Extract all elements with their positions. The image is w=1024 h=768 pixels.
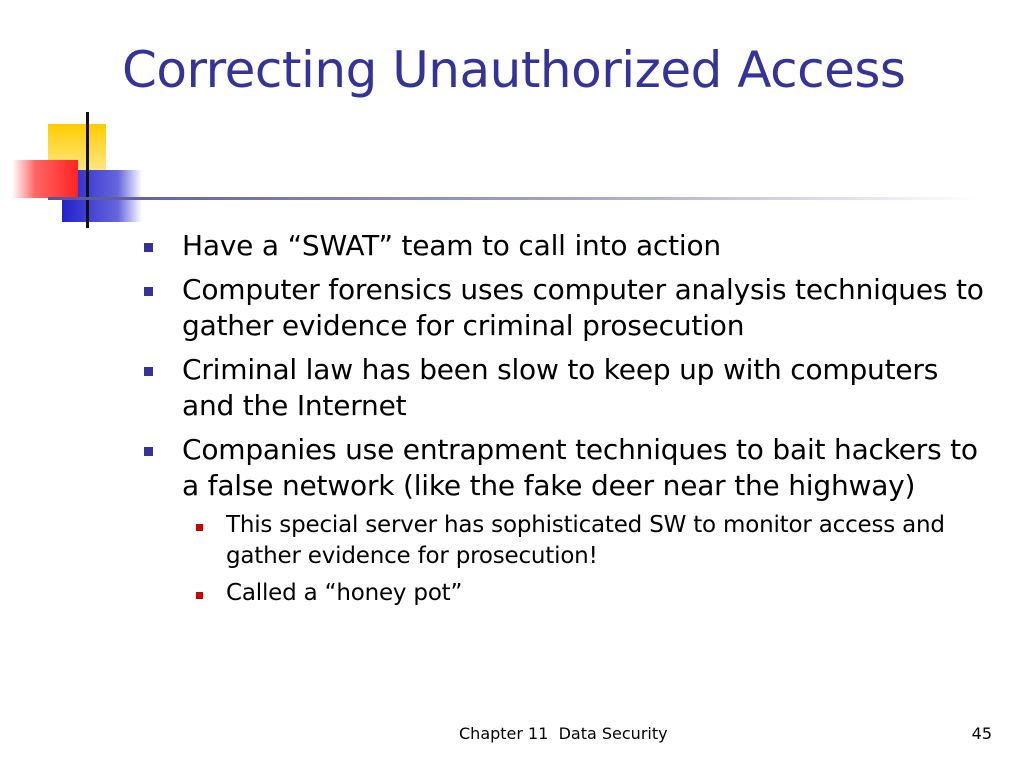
bullet-item <box>138 432 998 609</box>
small-square-bullet-icon <box>196 592 203 599</box>
corner-decoration-graphic <box>0 0 160 240</box>
title-divider-line <box>48 196 978 202</box>
bullet-text: Have a “SWAT” team to call into action <box>182 229 721 262</box>
sub-bullet-text: Called a “honey pot” <box>226 580 463 606</box>
sub-bullet-item <box>182 578 998 609</box>
bullet-item <box>138 272 998 344</box>
sub-bullet-text: This special server has sophisticated SW to monitor access and gather evidence for prosecution! <box>226 512 945 569</box>
square-bullet-icon <box>144 447 153 456</box>
bullet-list <box>138 228 998 609</box>
bullet-item <box>138 352 998 424</box>
sub-bullet-item <box>182 510 998 572</box>
square-bullet-icon <box>144 367 153 376</box>
slide-title: Correcting Unauthorized Access <box>122 41 906 99</box>
bullet-text: Criminal law has been slow to keep up with computers and the Internet <box>182 353 939 422</box>
footer-page-number: 45 <box>971 724 992 743</box>
square-bullet-icon <box>144 243 153 252</box>
square-bullet-icon <box>144 287 153 296</box>
slide-content <box>138 228 998 617</box>
bullet-text: Computer forensics uses computer analysis techniques to gather evidence for criminal prosecution <box>182 273 984 342</box>
bullet-item <box>138 228 998 264</box>
bullet-text: Companies use entrapment techniques to bait hackers to a false network (like the fake deer near the highway) <box>182 433 978 502</box>
small-square-bullet-icon <box>196 524 203 531</box>
footer-chapter-label: Chapter 11 Data Security <box>459 724 668 743</box>
sub-bullet-list <box>182 510 998 609</box>
